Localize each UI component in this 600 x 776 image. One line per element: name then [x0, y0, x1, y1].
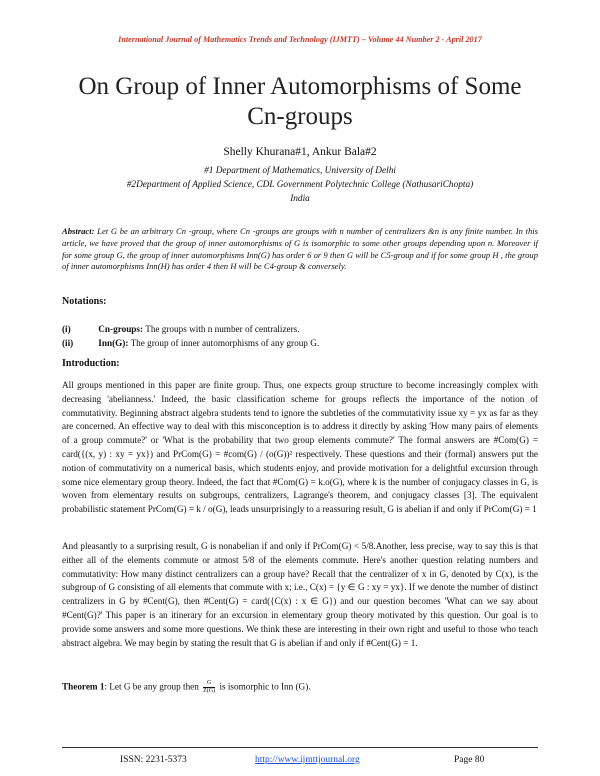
notation-desc: The group of inner automorphisms of any group G.	[130, 338, 320, 348]
authors: Shelly Khurana#1, Ankur Bala#2	[223, 146, 377, 158]
notation-item	[62, 338, 319, 348]
footer-url[interactable]	[255, 755, 360, 765]
notation-term: Inn(G):	[98, 338, 129, 348]
fraction-denominator: Z(G)	[203, 688, 216, 694]
affiliation-2: #2Department of Applied Science, CDL Government Polytechnic College (NathusariChopta)	[126, 180, 474, 190]
abstract	[62, 226, 538, 273]
footer-page-number: Page 80	[454, 755, 485, 765]
theorem-prefix: : Let G be any group then	[104, 681, 199, 692]
abstract-label: Abstract:	[62, 226, 95, 236]
title-line-2: Cn-groups	[247, 103, 353, 130]
affiliation-country: India	[290, 194, 310, 204]
theorem-1	[62, 680, 311, 695]
journal-link[interactable]: http://www.ijmttjournal.org	[255, 755, 360, 765]
introduction-heading: Introduction:	[62, 358, 120, 369]
journal-header: International Journal of Mathematics Trends and Technology (IJMTT) – Volume 44 Number 2 - April 2017	[118, 35, 482, 44]
title-line-1: On Group of Inner Automorphisms of Some	[78, 73, 522, 100]
notation-number: (ii)	[62, 338, 74, 348]
notation-number: (i)	[62, 324, 71, 334]
quotient-fraction	[203, 680, 215, 695]
paper-title	[0, 72, 600, 132]
footer-divider	[62, 747, 538, 748]
footer-issn: ISSN: 2231-5373	[120, 755, 187, 765]
affiliation-1: #1 Department of Mathematics, University of Delhi	[204, 166, 396, 176]
notation-item	[62, 324, 300, 334]
introduction-paragraph-1: All groups mentioned in this paper are finite group. Thus, one expects group structure to become increasingly complex with decreasing 'abelianness.' Indeed, the basic classification scheme for groups reflects the importance of the notion of commutativity. Beginning abstract algebra students tend to ignore the subtleties of the commutativity issue xy = yx as far as they are concerned. An effective way to deal with this misconception is to address it directly by asking 'How many pairs of elements of a group commute?' or 'What is the probability that two group elements commute?' The formal answers are #Com(G) = card({(x, y) : xy = yx}) and PrCom(G) = #com(G) / (o(G))² respectively. These questions and their (formal) answers put the notion of commutativity on a numerical basis, which students enjoy, and provide motivation for a delightful excursion through some nice elementary group theory. Indeed, the fact that #Com(G) = k.o(G), where k is the number of conjugacy classes in G, is woven from elementary results on subgroups, centralizers, Lagrange's theorem, and conjugacy classes [3]. The equivalent probabilistic statement PrCom(G) = k / o(G), leads unsurprisingly to a reassuring result, G is abelian if and only if PrCom(G) = 1	[62, 380, 538, 515]
notation-term: Cn-groups:	[98, 324, 144, 334]
fraction-numerator: G	[203, 680, 215, 688]
notation-desc: The groups with n number of centralizers.	[145, 324, 300, 334]
abstract-text: Let G be an arbitrary Cn -group, where Cn -groups are groups with n number of centralizers &n is any finite number. In this article, we have proved that the group of inner automorphisms of G is isomorphic to some other groups depending upon n. Moreover if for some group G, the group of inner automorphisms Inn(G) has order 6 or 9 then G will be C5-group and if for some group H , the group of inner automorphisms Inn(H) has order 4 then H will be C4-group & conversely.	[62, 226, 538, 272]
notations-heading: Notations:	[62, 296, 107, 307]
introduction-paragraph-2: And pleasantly to a surprising result, G is nonabelian if and only if PrCom(G) < 5/8.Another, less precise, way to say this is that either all of the elements commute or atmost 5/8 of the elements commute. Here's another question relating numbers and commutativity: How many distinct centralizers can a group have? Recall that the centralizer of x in G, denoted by C(x), is the subgroup of G consisting of all elements that commute with x; i.e., C(x) = {y ∈ G : xy = yx}. If we denote the number of distinct centralizers in G by #Cent(G), then #Cent(G) = card({C(x) : x ∈ G}) and our question becomes 'What can we say about #Cent(G)?' This paper is an itinerary for an excursion in elementary group theory motivated by this question. Our goal is to provide some answers and some more questions. We think these are interesting in their own right and useful to those who teach abstract algebra. We may begin by stating the result that G is abelian if and only if #Cent(G) = 1.	[62, 541, 539, 648]
theorem-label: Theorem 1	[62, 681, 105, 692]
theorem-suffix: is isomorphic to Inn (G).	[219, 681, 311, 692]
